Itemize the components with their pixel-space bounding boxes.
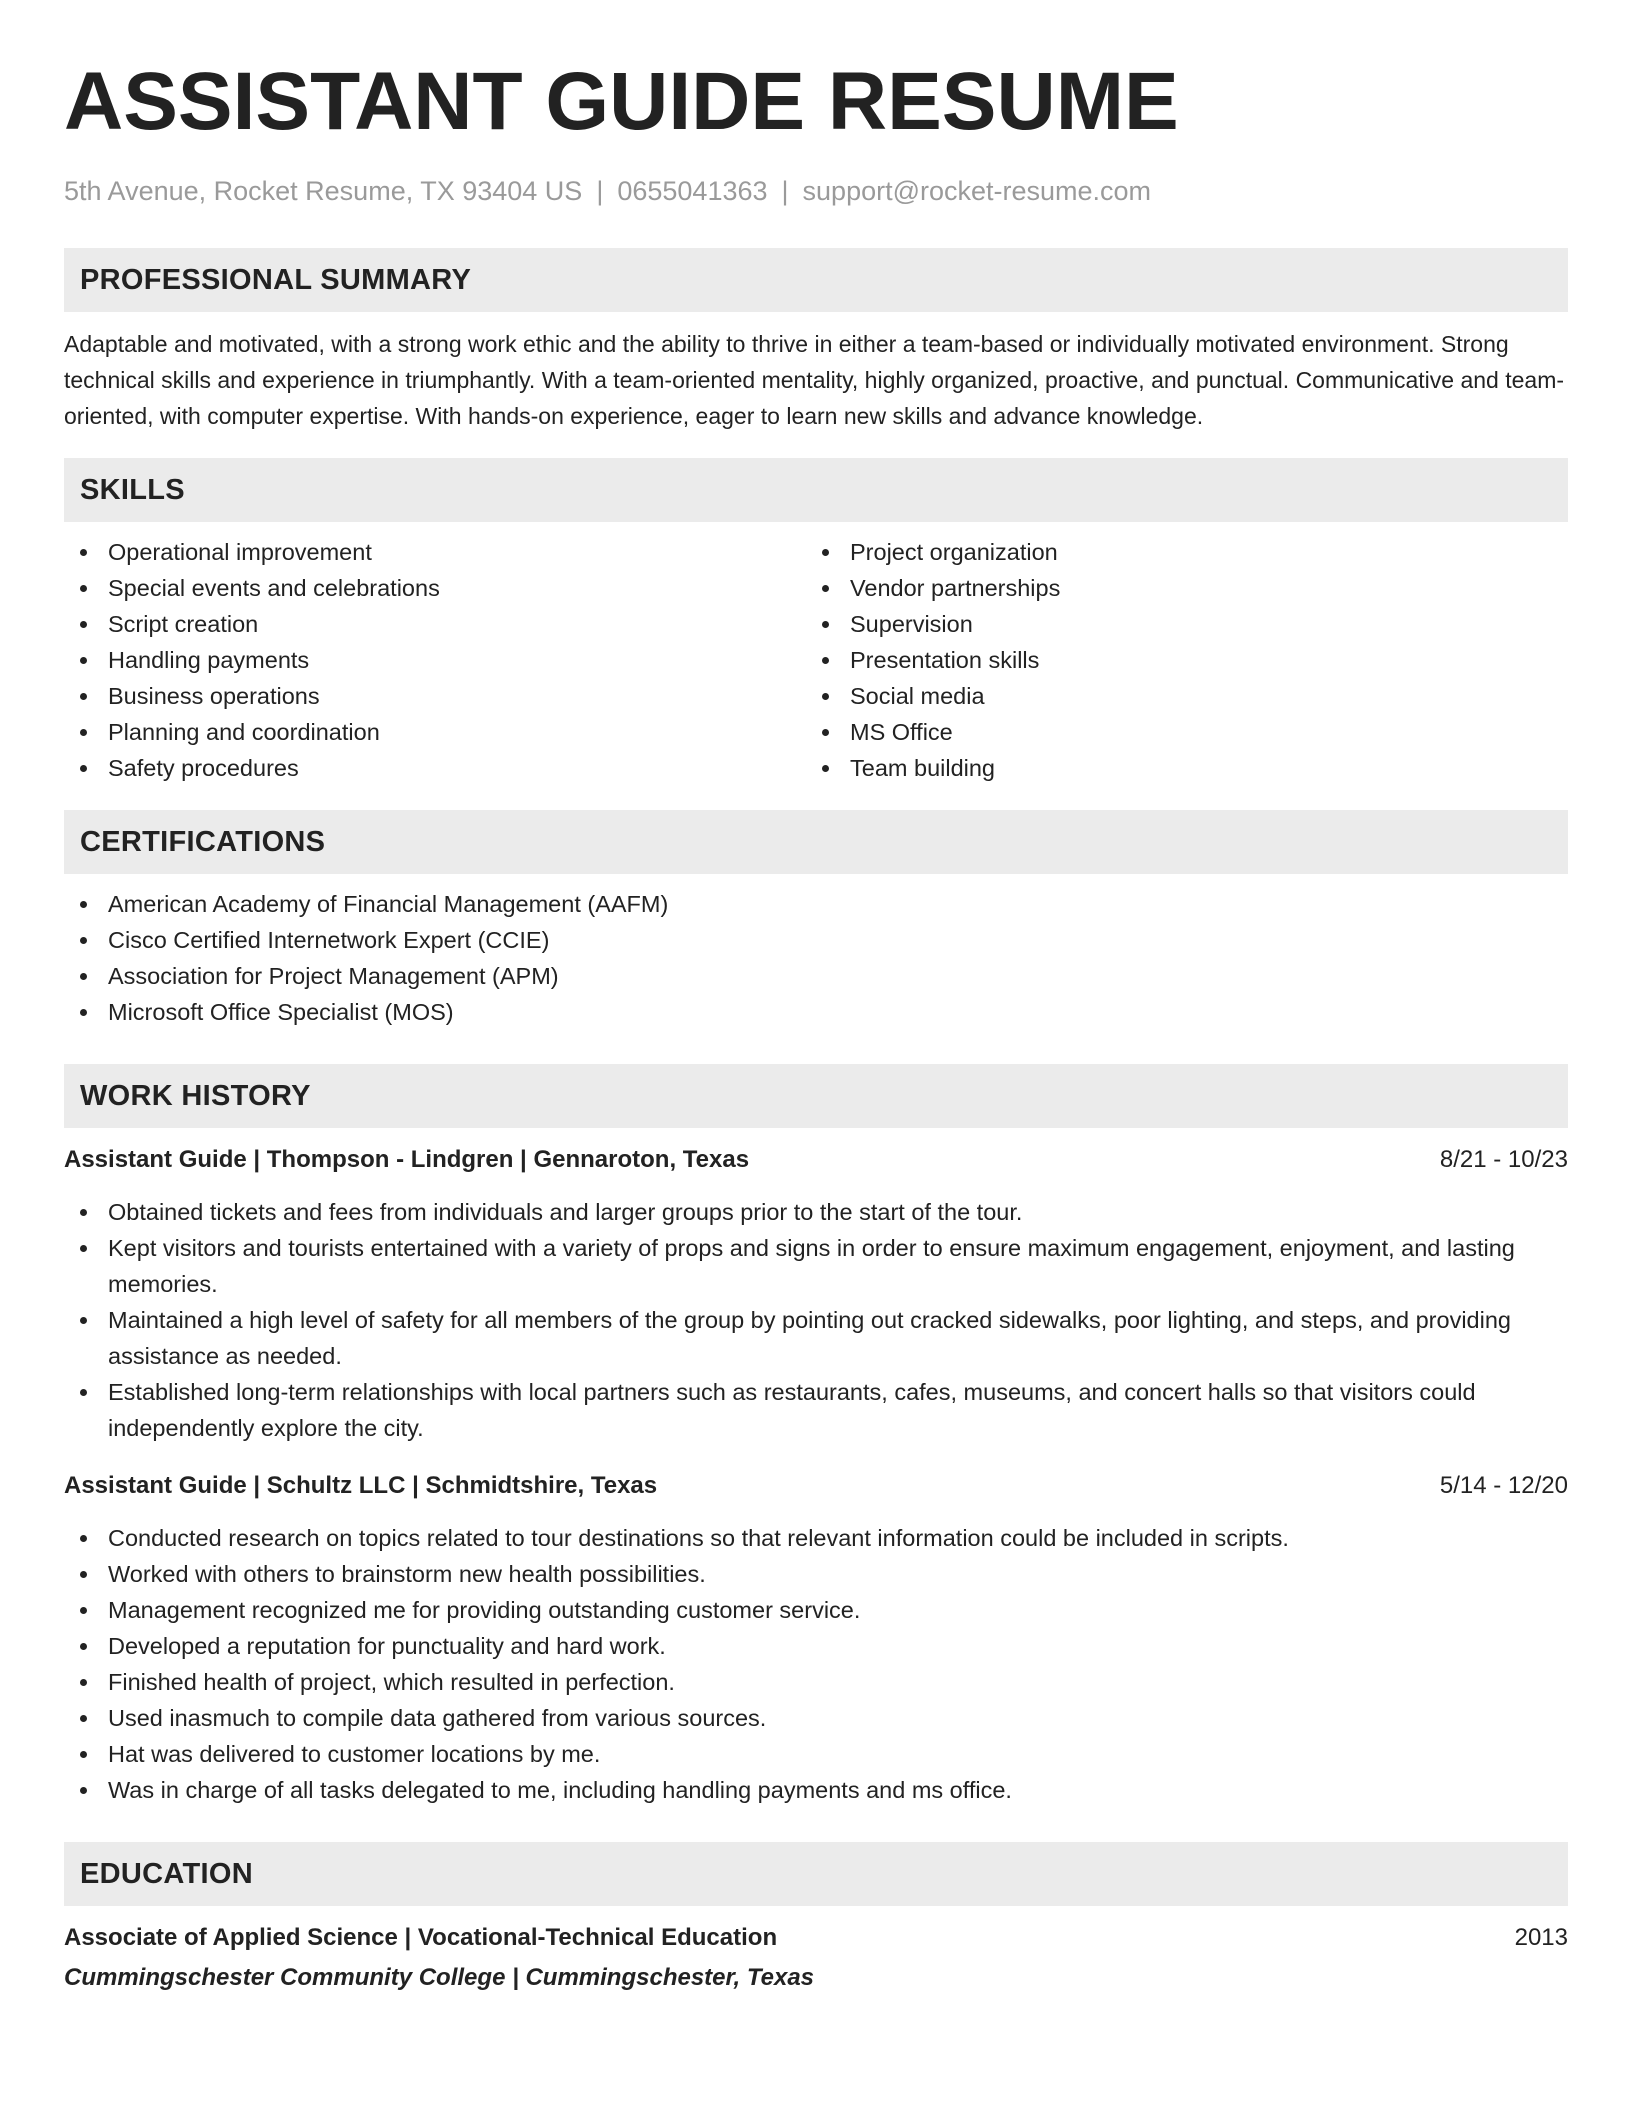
job-bullets <box>64 1520 1568 1808</box>
education-year: 2013 <box>1514 1924 1568 1951</box>
job-header <box>64 1142 1568 1178</box>
contact-email: support@rocket-resume.com <box>802 176 1152 206</box>
contact-address: 5th Avenue, Rocket Resume, TX 93404 US <box>64 176 583 206</box>
section-header-certifications: CERTIFICATIONS <box>64 810 1568 874</box>
certification-item: Association for Project Management (APM) <box>64 958 1568 994</box>
section-header-education: EDUCATION <box>64 1842 1568 1906</box>
skill-item: Team building <box>806 750 1548 786</box>
job-bullet: Developed a reputation for punctuality and hard work. <box>64 1628 1568 1664</box>
certification-item: American Academy of Financial Management (AAFM) <box>64 886 1568 922</box>
education-degree: Associate of Applied Science | Vocational-Technical Education <box>64 1924 778 1951</box>
contact-separator: | <box>596 176 604 206</box>
skill-item: Social media <box>806 678 1548 714</box>
skill-item: Planning and coordination <box>64 714 806 750</box>
skill-item: Supervision <box>806 606 1548 642</box>
contact-line <box>64 174 1568 208</box>
job-bullet: Used inasmuch to compile data gathered from various sources. <box>64 1700 1568 1736</box>
skills-list-left <box>64 534 806 786</box>
job-header <box>64 1468 1568 1504</box>
skill-item: Business operations <box>64 678 806 714</box>
job-bullet: Was in charge of all tasks delegated to me, including handling payments and ms office. <box>64 1772 1568 1808</box>
skill-item: Safety procedures <box>64 750 806 786</box>
section-header-work-history: WORK HISTORY <box>64 1064 1568 1128</box>
contact-separator: | <box>781 176 789 206</box>
skill-item: Script creation <box>64 606 806 642</box>
skills-grid <box>64 534 1568 786</box>
contact-phone: 0655041363 <box>617 176 768 206</box>
skill-item: MS Office <box>806 714 1548 750</box>
job-title: Assistant Guide | Schultz LLC | Schmidtshire, Texas <box>64 1472 658 1499</box>
skill-item: Presentation skills <box>806 642 1548 678</box>
skill-item: Vendor partnerships <box>806 570 1548 606</box>
certification-item: Cisco Certified Internetwork Expert (CCIE) <box>64 922 1568 958</box>
summary-text: Adaptable and motivated, with a strong work ethic and the ability to thrive in either a team-based or individually motivated environment. Strong technical skills and experience in triumphantly. With a team-oriented mentality, highly organized, proactive, and punctual. Communicative and team-oriented, with computer expertise. With hands-on experience, eager to learn new skills and advance knowledge. <box>64 331 1565 429</box>
job-bullet: Obtained tickets and fees from individuals and larger groups prior to the start of the tour. <box>64 1194 1568 1230</box>
education-header <box>64 1920 1568 1956</box>
skill-item: Special events and celebrations <box>64 570 806 606</box>
job-bullet: Kept visitors and tourists entertained with a variety of props and signs in order to ensure maximum engagement, enjoyment, and lasting memories. <box>64 1230 1568 1302</box>
job-dates: 5/14 - 12/20 <box>1439 1472 1568 1499</box>
resume-title: ASSISTANT GUIDE RESUME <box>64 56 1179 147</box>
job-title: Assistant Guide | Thompson - Lindgren | Gennaroton, Texas <box>64 1146 750 1173</box>
skill-item: Operational improvement <box>64 534 806 570</box>
job-bullet: Maintained a high level of safety for all members of the group by pointing out cracked sidewalks, poor lighting, and steps, and providing assistance as needed. <box>64 1302 1568 1374</box>
job-bullet: Established long-term relationships with local partners such as restaurants, cafes, museums, and concert halls so that visitors could independently explore the city. <box>64 1374 1568 1446</box>
skill-item: Project organization <box>806 534 1548 570</box>
job-dates: 8/21 - 10/23 <box>1439 1146 1568 1173</box>
job-bullets <box>64 1194 1568 1446</box>
skill-item: Handling payments <box>64 642 806 678</box>
job-bullet: Conducted research on topics related to tour destinations so that relevant information could be included in scripts. <box>64 1520 1568 1556</box>
certifications-list <box>64 886 1568 1030</box>
job-bullet: Hat was delivered to customer locations by me. <box>64 1736 1568 1772</box>
job-bullet: Worked with others to brainstorm new health possibilities. <box>64 1556 1568 1592</box>
section-header-skills: SKILLS <box>64 458 1568 522</box>
job-bullet: Management recognized me for providing outstanding customer service. <box>64 1592 1568 1628</box>
section-header-summary: PROFESSIONAL SUMMARY <box>64 248 1568 312</box>
certification-item: Microsoft Office Specialist (MOS) <box>64 994 1568 1030</box>
skills-list-right <box>806 534 1548 786</box>
job-bullet: Finished health of project, which resulted in perfection. <box>64 1664 1568 1700</box>
education-school: Cummingschester Community College | Cummingschester, Texas <box>64 1964 815 1991</box>
